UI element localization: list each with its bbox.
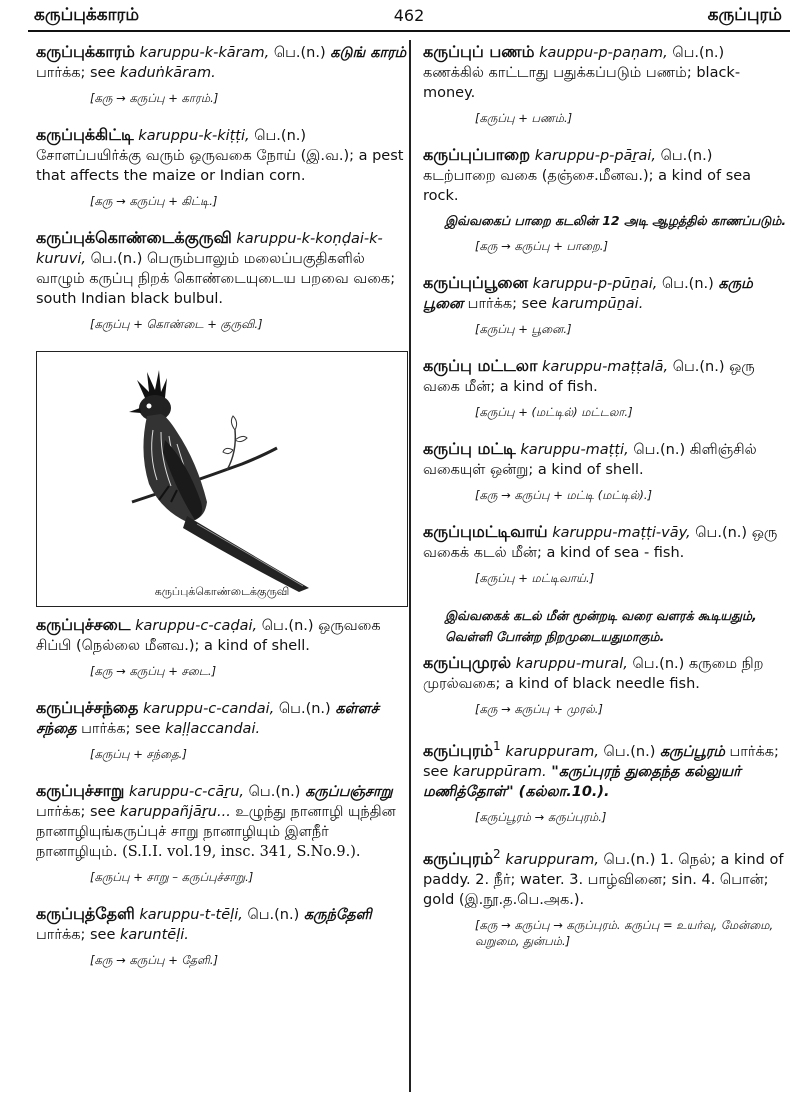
part-of-speech: பெ.(n.): [247, 907, 300, 923]
usage-note: இவ்வகைக் கடல் மீன் மூன்றடி வரை வளரக் கூடியதும், வெள்ளி போன்ற நிறமுடையதுமாகும்.: [445, 608, 757, 644]
transliteration: karuppu-mural,: [515, 656, 628, 672]
etymology: [கரு → கருப்பு + முரல்.]: [475, 702, 603, 716]
definition: சோளப்பயிர்க்கு வரும் ஒருவகை நோய் (இ.வ.); a pest that affects the maize or Indian corn.: [36, 148, 404, 184]
part-of-speech: பெ.(n.): [273, 45, 326, 61]
headword: கருப்புப் பணம்: [423, 42, 535, 61]
headword: கருப்புச்சடை: [36, 615, 131, 634]
transliteration: kauppu-p-paṇam,: [539, 45, 668, 61]
see-text: பார்க்க; see: [36, 65, 116, 81]
transliteration: karuppu-maṭṭi,: [520, 442, 629, 458]
entry-karuppuram-2: [423, 844, 787, 910]
headword: கருப்புச்சாறு: [36, 781, 125, 800]
entry-karuppuppoonai: [423, 273, 787, 314]
headword: கருப்புக்கொண்டைக்குருவி: [36, 228, 232, 247]
etymology: [கருப்பு + சந்தை.]: [90, 747, 187, 761]
cross-reference: கரும் பூனை: [423, 276, 753, 312]
transliteration: karuppu-p-pūṉai,: [532, 276, 658, 292]
entry-karuppup-panam: [423, 42, 787, 103]
see-transliteration: karuppūram.: [453, 763, 547, 780]
transliteration: karuppu-p-pāṟai,: [534, 148, 656, 164]
cross-reference: கருப்பூரம்: [659, 743, 725, 760]
entry-karuppumural: [423, 653, 787, 694]
running-head-right: கருப்புரம்: [707, 5, 782, 25]
see-text: பார்க்க; see: [36, 927, 116, 943]
entry-karuppumattivaay: [423, 522, 787, 563]
etymology: [கருப்பு + பூனை.]: [475, 322, 572, 336]
etymology: [கருப்பூரம் → கருப்புரம்.]: [475, 809, 607, 824]
usage-note: இவ்வகைப் பாறை கடலின் 12 அடி ஆழத்தில் காணப்படும்.: [445, 213, 787, 228]
part-of-speech: பெ.(n.): [278, 701, 331, 717]
transliteration: karuppu-k-kiṭṭi,: [138, 128, 250, 144]
part-of-speech: பெ.(n.): [90, 251, 143, 267]
transliteration: karuppuram,: [505, 851, 599, 868]
column-divider: [409, 40, 411, 1092]
entry-karuppukkondaikkuruvi: [36, 228, 408, 309]
headword: கருப்புமட்டிவாய்: [423, 522, 548, 541]
etymology: [கரு → கருப்பு + காரம்.]: [90, 91, 219, 105]
etymology: [கருப்பு + மட்டிவாய்.]: [475, 571, 595, 585]
transliteration: karuppu-maṭṭalā,: [542, 359, 669, 375]
page-header: [28, 4, 790, 32]
see-transliteration: karuppañjāṟu...: [120, 804, 231, 820]
entry-karuppukkaaram: [36, 42, 408, 83]
part-of-speech: பெ.(n.): [672, 45, 725, 61]
bird-illustration-figure: [36, 351, 408, 607]
literary-quote: "கருப்புரந் துதைந்த கல்லுயர் மணித்தோள்" (கல்லா.10.).: [423, 763, 741, 800]
part-of-speech: பெ.(n.): [603, 743, 656, 760]
headword: கருப்புக்கிட்டி: [36, 125, 134, 144]
part-of-speech: பெ.(n.): [633, 442, 686, 458]
definition: கடற்பாறை வகை (தஞ்சை.மீனவ.); a kind of sea rock.: [423, 168, 752, 204]
etymology: [கருப்பு + பணம்.]: [475, 111, 573, 125]
headword: கருப்பு மட்டி: [423, 439, 516, 458]
see-text: பார்க்க; see: [467, 296, 548, 312]
see-transliteration: karuntēḷi.: [120, 927, 189, 943]
transliteration: karuppu-maṭṭi-vāy,: [552, 525, 691, 541]
right-column: [423, 42, 787, 968]
part-of-speech: பெ.(n.): [660, 148, 713, 164]
headword: கருப்புரம்: [423, 740, 494, 760]
left-column: [36, 42, 408, 987]
etymology: [கரு → கருப்பு + சடை.]: [90, 664, 217, 678]
part-of-speech: பெ.(n.): [672, 359, 725, 375]
transliteration: karuppu-k-koṇḍai-k-kuruvi,: [36, 231, 383, 267]
see-transliteration: karumpūṉai.: [551, 296, 644, 312]
part-of-speech: பெ.(n.): [695, 525, 748, 541]
entry-karuppuccaaru: [36, 781, 408, 862]
homonym-number: 2: [493, 846, 501, 861]
part-of-speech: பெ.(n.): [662, 276, 714, 292]
entry-karuppuram-1: [423, 736, 787, 802]
inscription-quote: உழுந்து நானாழி யுந்தின நானாழியுங்கருப்புச் சாறு நானாழியும் இளநீர் நானாழியும். (S.I.I. vol.19, insc. 341, S.No.9.).: [36, 804, 396, 860]
entry-karuppuccadai: [36, 615, 408, 656]
transliteration: karuppu-k-kāram,: [139, 45, 270, 61]
definition: கணக்கில் காட்டாது பதுக்கப்படும் பணம்; black-money.: [423, 65, 741, 101]
part-of-speech: பெ.(n.): [632, 656, 685, 672]
headword: கருப்புப்பூனை: [423, 273, 528, 292]
etymology: [கரு → கருப்பு + தேளி.]: [90, 953, 219, 967]
transliteration: karuppu-t-tēḷi,: [139, 907, 243, 923]
etymology: [கருப்பு + (மட்டில்) மட்டலா.]: [475, 405, 633, 419]
definition: கருமை நிற முரல்வகை; a kind of black needle fish.: [423, 656, 764, 692]
definition: 1. நெல்; a kind of paddy. 2. நீர்; water. 3. பாழ்வினை; sin. 4. பொன்; gold (இ.நூ.த.பெ.அக.).: [423, 851, 784, 908]
homonym-number: 1: [493, 739, 501, 753]
part-of-speech: பெ.(n.): [254, 128, 307, 144]
etymology: [கருப்பு + சாறு – கருப்புச்சாறு.]: [90, 870, 254, 884]
definition: பெரும்பாலும் மலைப்பகுதிகளில் வாழும் கருப்பு நிறக் கொண்டையுடைய பறவை வகை; south Indian black bulbul.: [36, 251, 396, 307]
etymology: [கரு → கருப்பு + பாறை.]: [475, 239, 608, 253]
headword: கருப்புரம்: [423, 848, 494, 868]
bulbul-illustration: [37, 352, 406, 605]
see-text: பார்க்க; see: [81, 721, 161, 737]
part-of-speech: பெ.(n.): [603, 851, 656, 868]
cross-reference: கருப்பஞ்சாறு: [305, 784, 393, 800]
headword: கருப்புச்சந்தை: [36, 698, 139, 717]
transliteration: karuppu-c-cāṟu,: [128, 784, 245, 800]
entry-karuppu-matti: [423, 439, 787, 480]
entry-karuppu-mattalaa: [423, 356, 787, 397]
transliteration: karuppuram,: [505, 743, 599, 760]
headword: கருப்புப்பாறை: [423, 145, 531, 164]
see-transliteration: kaḷḷaccandai.: [165, 721, 261, 737]
running-head-left: கருப்புக்காரம்: [34, 5, 140, 25]
see-transliteration: kaduṅkāram.: [120, 65, 216, 81]
cross-reference: கள்ளச் சந்தை: [36, 701, 379, 737]
entry-karuppukkitti: [36, 125, 408, 186]
part-of-speech: பெ.(n.): [248, 784, 301, 800]
cross-reference: கடுங் காரம்: [330, 45, 407, 61]
transliteration: karuppu-c-caḍai,: [135, 618, 258, 634]
definition: ஒருவகை சிப்பி (நெல்லை மீனவ.); a kind of shell.: [36, 618, 381, 654]
headword: கருப்புத்தேளி: [36, 904, 135, 923]
definition: ஒரு வகை மீன்; a kind of fish.: [423, 359, 755, 395]
part-of-speech: பெ.(n.): [261, 618, 314, 634]
etymology: [கரு → கருப்பு + கிட்டி.]: [90, 194, 218, 208]
see-text: பார்க்க; see: [36, 804, 116, 820]
cross-reference: கருந்தேளி: [303, 907, 372, 923]
entry-karuppuppaarai: [423, 145, 787, 206]
definition: ஒரு வகைக் கடல் மீன்; a kind of sea - fish.: [423, 525, 778, 561]
see-text: பார்க்க; see: [423, 743, 779, 780]
etymology: [கரு → கருப்பு + மட்டி (மட்டில்).]: [475, 488, 652, 502]
entry-karupputtheli: [36, 904, 408, 945]
transliteration: karuppu-c-candai,: [143, 701, 275, 717]
headword: கருப்புமுரல்: [423, 653, 512, 672]
headword: கருப்பு மட்டலா: [423, 356, 538, 375]
etymology: [கரு → கருப்பு → கருப்புரம். கருப்பு = உயர்வு, மேன்மை, வறுமை, துன்பம்.]: [475, 917, 774, 948]
headword: கருப்புக்காரம்: [36, 42, 135, 61]
etymology: [கருப்பு + கொண்டை + குருவி.]: [90, 317, 263, 331]
entry-karuppuccandai: [36, 698, 408, 739]
figure-caption: கருப்புக்கொண்டைக்குருவி: [154, 585, 290, 598]
definition: கிளிஞ்சில் வகையுள் ஒன்று; a kind of shell.: [423, 442, 757, 478]
page-number: 462: [393, 6, 425, 25]
